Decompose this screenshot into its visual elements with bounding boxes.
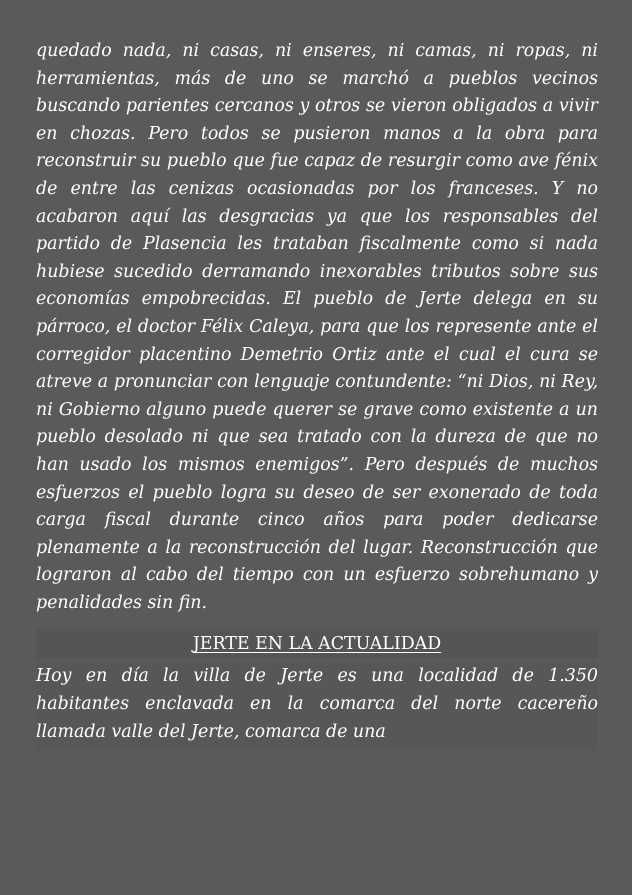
section-heading: JERTE EN LA ACTUALIDAD	[192, 634, 442, 655]
section-heading-band	[36, 629, 598, 659]
body-paragraph-history: quedado nada, ni casas, ni enseres, ni camas, ni ropas, ni herramientas, más de uno se marchó a pueblos vecinos buscando parientes cercanos y otros se vieron obligados a vivir en chozas. Pero todos se pusieron manos a la obra para reconstruir su pueblo que fue capaz de resurgir como ave fénix de entre las cenizas ocasionadas por los franceses. Y no acabaron aquí las desgracias ya que los responsables del partido de Plasencia les trataban fiscalmente como si nada hubiese sucedido derramando inexorables tributos sobre sus economías empobrecidas. El pueblo de Jerte delega en su párroco, el doctor Félix Caleya, para que los represente ante el corregidor placentino Demetrio Ortiz ante el cual el cura se atreve a pronunciar con lenguaje contundente: “ni Dios, ni Rey, ni Gobierno alguno puede querer se grave como existente a un pueblo desolado ni que sea tratado con la dureza de que no han usado los mismos enemigos”. Pero después de muchos esfuerzos el pueblo logra su deseo de ser exonerado de toda carga fiscal durante cinco años para poder dedicarse plenamente a la reconstrucción del lugar. Reconstrucción que lograron al cabo del tiempo con un esfuerzo sobrehumano y penalidades sin fin.	[36, 41, 598, 613]
body-paragraph-present: Hoy en día la villa de Jerte es una localidad de 1.350 habitantes enclavada en la comarca del norte cacereño llamada valle del Jerte, comarca de una	[36, 663, 598, 750]
document-page	[36, 38, 598, 750]
